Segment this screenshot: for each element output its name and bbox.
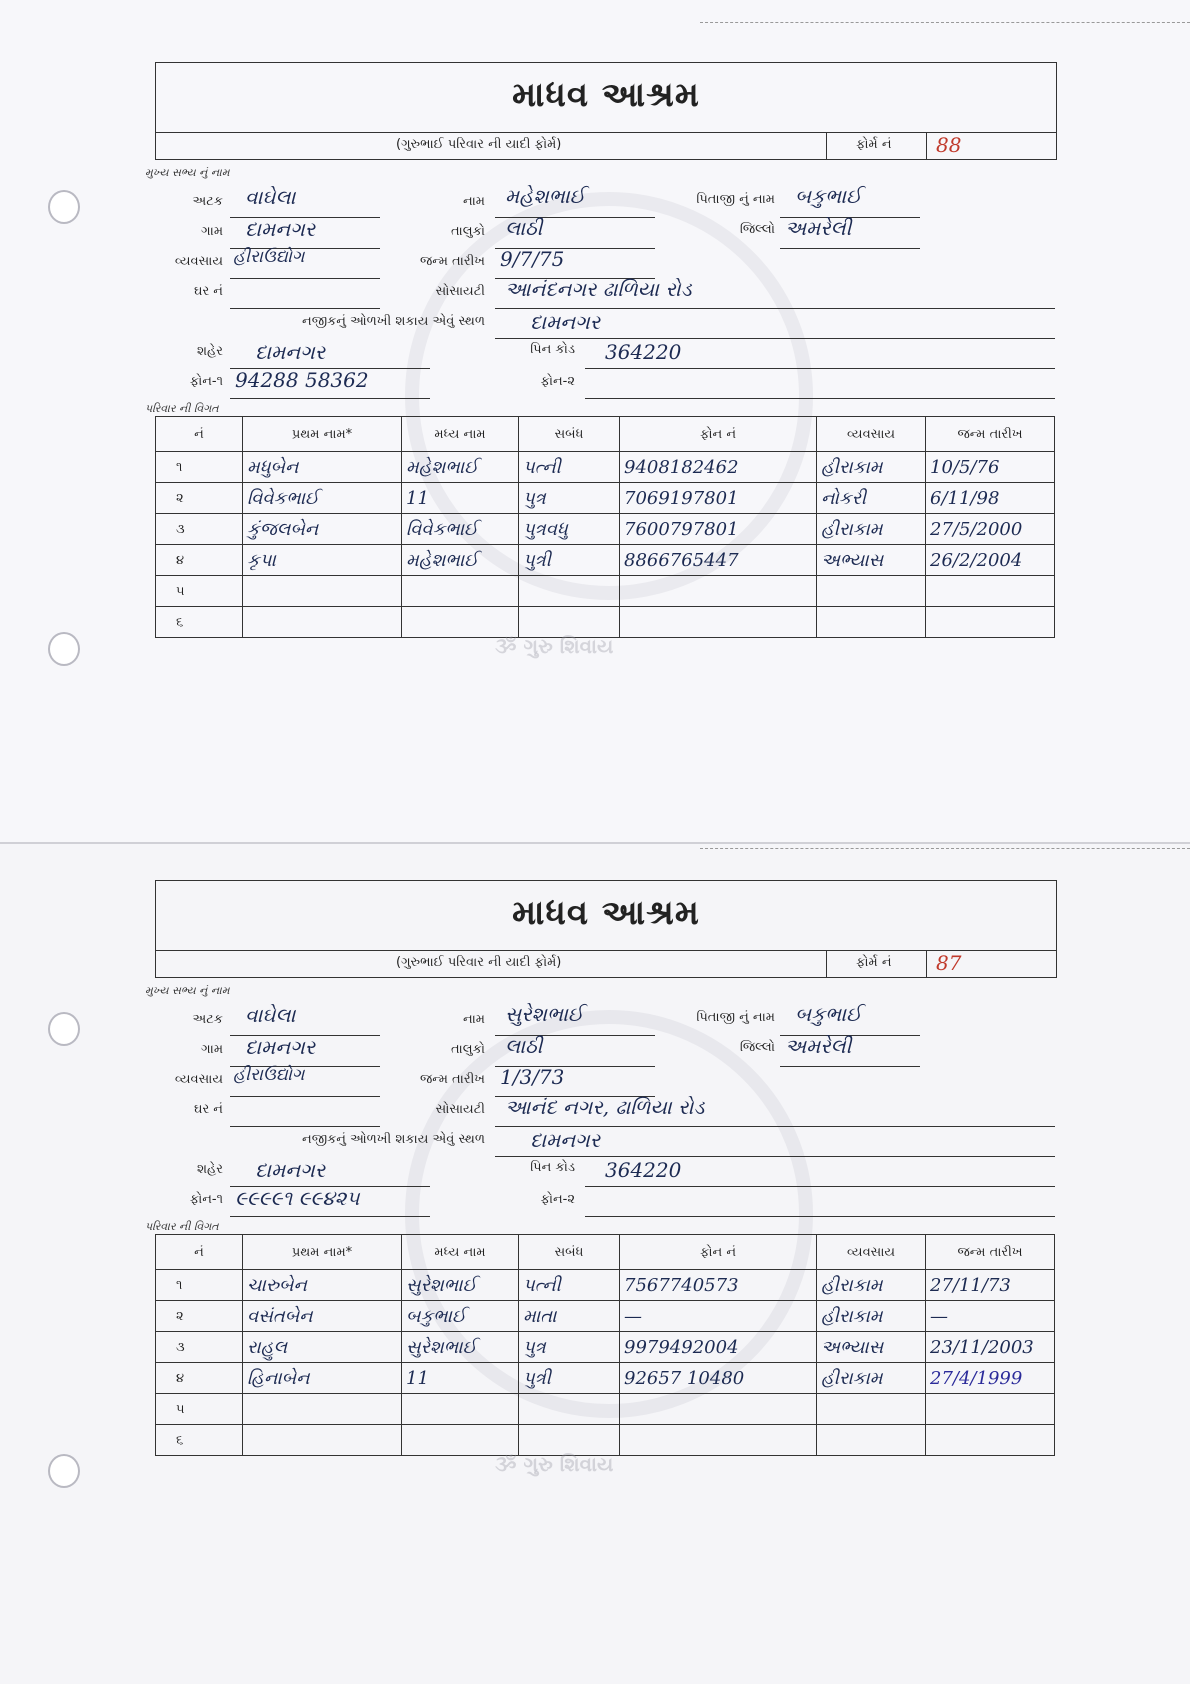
col-header: સબંધ [519,1235,620,1270]
form-number-label: ફોર્મ નં [856,955,892,970]
first-name-cell [243,1394,402,1425]
district-label: જિલ્લો [739,1040,775,1055]
dob-cell: 10/5/76 [926,452,1055,483]
table-row [156,514,1055,545]
first-name-cell [243,576,402,607]
phone-cell [620,607,817,638]
table-row [156,1363,1055,1394]
landmark-label: નજીકનું ઓળખી શકાય એવું સ્થળ [302,1132,485,1147]
ashram-form-1 [145,62,1055,702]
punch-hole [48,1454,80,1488]
col-header: પ્રથમ નામ* [243,417,402,452]
middle-name-cell: મહેશભાઈ [402,452,519,483]
middle-name-cell: 11 [402,1363,519,1394]
phone-cell: 9979492004 [620,1332,817,1363]
table-row [156,452,1055,483]
relation-cell: માતા [519,1301,620,1332]
col-header: પ્રથમ નામ* [243,1235,402,1270]
phone1-label: ફોન-૧ [189,1192,223,1207]
middle-name-cell: બકુભાઈ [402,1301,519,1332]
society-value: આનંદનગર ઢાળિયા રોડ [505,277,692,301]
surname-label: અટક [192,1012,223,1027]
dob-cell: 27/5/2000 [926,514,1055,545]
field-line [230,308,380,309]
head-member-section-label: મુખ્ય સભ્ય નું નામ [145,166,230,179]
first-name-cell: કુંજલબેન [243,514,402,545]
dashed-cut-line [700,22,1190,23]
table-row [156,1425,1055,1456]
form-title: માધવ આશ્રમ [512,893,700,933]
phone1-label: ફોન-૧ [189,374,223,389]
dob-cell [926,1394,1055,1425]
field-line [780,1066,920,1067]
middle-name-cell [402,607,519,638]
landmark-value: દામનગર [530,1128,601,1152]
field-line [585,1216,1055,1217]
row-number: ૫ [156,576,243,607]
middle-name-cell: સુરેશભાઈ [402,1332,519,1363]
relation-cell: પુત્ર [519,483,620,514]
table-row [156,576,1055,607]
first-name-cell: રાહુલ [243,1332,402,1363]
middle-name-cell: 11 [402,483,519,514]
phone1-value: 94288 58362 [235,368,369,392]
relation-cell [519,1394,620,1425]
field-line [230,398,430,399]
occupation-cell: નોકરી [817,483,926,514]
village-value: દામનગર [245,217,316,241]
phone-cell [620,1394,817,1425]
occupation-cell [817,607,926,638]
name-label: નામ [462,1012,485,1027]
field-line [495,338,1055,339]
name-value: મહેશભાઈ [505,184,586,208]
society-value: આનંદ નગર, ઢાળિયા રોડ [505,1095,705,1119]
occupation-cell: હીરાકામ [817,452,926,483]
head-member-section-label: મુખ્ય સભ્ય નું નામ [145,984,230,997]
dob-cell: 27/4/1999 [926,1363,1055,1394]
table-row [156,1332,1055,1363]
pincode-value: 364220 [605,340,682,364]
relation-cell: પત્ની [519,1270,620,1301]
family-table [155,1234,1055,1456]
dob-cell [926,607,1055,638]
relation-cell: પુત્રી [519,1363,620,1394]
first-name-cell: કૃપા [243,545,402,576]
occupation-value: હીરાઉદ્યોગ [233,247,305,267]
name-label: નામ [462,194,485,209]
middle-name-cell: સુરેશભાઈ [402,1270,519,1301]
row-number: ૩ [156,514,243,545]
dob-cell: 6/11/98 [926,483,1055,514]
form-number-value: 87 [936,951,962,975]
landmark-value: દામનગર [530,310,601,334]
table-header-row [156,1235,1055,1270]
phone2-label: ફોન-૨ [540,1192,575,1207]
district-value: અમરેલી [785,216,852,240]
col-header: નં [156,1235,243,1270]
first-name-cell: ચારુબેન [243,1270,402,1301]
dob-cell [926,576,1055,607]
city-value: દામનગર [255,1158,326,1182]
father-value: બકુભાઈ [795,184,862,208]
phone-cell: 9408182462 [620,452,817,483]
relation-cell: પુત્રી [519,545,620,576]
city-label: શહેર [197,344,223,359]
occupation-cell: હીરાકામ [817,514,926,545]
phone2-label: ફોન-૨ [540,374,575,389]
relation-cell: પુત્રવધુ [519,514,620,545]
phone1-value: ૯૯૯૯૧ ૯૯૪૨૫ [235,1186,360,1210]
dob-value: 1/3/73 [500,1065,565,1089]
taluka-label: તાલુકો [450,1042,485,1057]
row-number: ૩ [156,1332,243,1363]
phone-cell: 7567740573 [620,1270,817,1301]
relation-cell [519,1425,620,1456]
divider [826,951,827,977]
field-line [780,248,920,249]
middle-name-cell [402,576,519,607]
row-number: ૧ [156,1270,243,1301]
table-row [156,1301,1055,1332]
family-section-label: પરિવાર ની વિગત [145,1220,219,1233]
field-line [230,1096,380,1097]
family-section-label: પરિવાર ની વિગત [145,402,219,415]
relation-cell: પુત્ર [519,1332,620,1363]
village-label: ગામ [201,1042,223,1057]
divider [826,133,827,159]
field-line [495,1156,1055,1157]
field-line [585,1186,1055,1187]
sheet-edge [0,842,1190,844]
occupation-cell [817,1425,926,1456]
row-number: ૫ [156,1394,243,1425]
middle-name-cell [402,1394,519,1425]
taluka-label: તાલુકો [450,224,485,239]
city-label: શહેર [197,1162,223,1177]
title-box [155,62,1057,133]
form-subtitle: (ગુરુભાઈ પરિવાર ની યાદી ફોર્મ) [396,137,562,152]
landmark-label: નજીકનું ઓળખી શકાય એવું સ્થળ [302,314,485,329]
divider [926,133,927,159]
dob-value: 9/7/75 [500,247,565,271]
row-number: ૨ [156,483,243,514]
occupation-cell: હીરાકામ [817,1363,926,1394]
dob-cell [926,1425,1055,1456]
society-label: સોસાયટી [435,1102,485,1117]
dob-cell: — [926,1301,1055,1332]
dob-label: જન્મ તારીખ [419,254,485,269]
dob-label: જન્મ તારીખ [419,1072,485,1087]
punch-hole [48,1012,80,1046]
father-label: પિતાજી નું નામ [696,1010,775,1025]
taluka-value: લાઠી [505,216,543,240]
pincode-label: પિન કોડ [530,1160,575,1175]
first-name-cell [243,1425,402,1456]
table-row [156,1394,1055,1425]
phone-cell: 92657 10480 [620,1363,817,1394]
col-header: જન્મ તારીખ [926,1235,1055,1270]
occupation-label: વ્યવસાય [174,254,223,269]
surname-value: વાઘેલા [245,185,296,209]
middle-name-cell [402,1425,519,1456]
father-label: પિતાજી નું નામ [696,192,775,207]
relation-cell [519,576,620,607]
first-name-cell [243,607,402,638]
row-number: ૪ [156,545,243,576]
subtitle-row [155,132,1057,160]
watermark-text: ૐ ગુરુ શિવાય [495,634,614,658]
surname-label: અટક [192,194,223,209]
phone-cell: 7600797801 [620,514,817,545]
occupation-cell: હીરાકામ [817,1301,926,1332]
phone-cell [620,576,817,607]
col-header: મધ્ય નામ [402,1235,519,1270]
table-row [156,607,1055,638]
field-line [585,398,1055,399]
occupation-cell [817,1394,926,1425]
phone-cell: 8866765447 [620,545,817,576]
occupation-value: હીરાઉદ્યોગ [233,1065,305,1085]
table-row [156,545,1055,576]
first-name-cell: વિવેકભાઈ [243,483,402,514]
form-number-value: 88 [936,133,962,157]
table-row [156,1270,1055,1301]
city-value: દામનગર [255,340,326,364]
table-header-row [156,417,1055,452]
pincode-value: 364220 [605,1158,682,1182]
col-header: વ્યવસાય [817,417,926,452]
form-number-label: ફોર્મ નં [856,137,892,152]
table-row [156,483,1055,514]
house-no-label: ઘર નં [193,1102,223,1117]
row-number: ૪ [156,1363,243,1394]
field-line [230,1126,380,1127]
occupation-cell [817,576,926,607]
phone-cell: — [620,1301,817,1332]
relation-cell [519,607,620,638]
col-header: જન્મ તારીખ [926,417,1055,452]
dob-cell: 27/11/73 [926,1270,1055,1301]
title-box [155,880,1057,951]
col-header: વ્યવસાય [817,1235,926,1270]
divider [926,951,927,977]
row-number: ૧ [156,452,243,483]
col-header: સબંધ [519,417,620,452]
dob-cell: 26/2/2004 [926,545,1055,576]
row-number: ૬ [156,1425,243,1456]
middle-name-cell: વિવેકભાઈ [402,514,519,545]
district-label: જિલ્લો [739,222,775,237]
village-value: દામનગર [245,1035,316,1059]
ashram-form-2 [145,880,1055,1520]
family-table [155,416,1055,638]
first-name-cell: વસંતબેન [243,1301,402,1332]
pincode-label: પિન કોડ [530,342,575,357]
punch-hole [48,190,80,224]
surname-value: વાઘેલા [245,1003,296,1027]
row-number: ૬ [156,607,243,638]
occupation-cell: અભ્યાસ [817,1332,926,1363]
dashed-cut-line [700,848,1190,849]
father-value: બકુભાઈ [795,1002,862,1026]
name-value: સુરેશભાઈ [505,1002,584,1026]
subtitle-row [155,950,1057,978]
taluka-value: લાઠી [505,1034,543,1058]
col-header: ફોન નં [620,417,817,452]
relation-cell: પત્ની [519,452,620,483]
occupation-cell: અભ્યાસ [817,545,926,576]
field-line [230,1216,430,1217]
form-subtitle: (ગુરુભાઈ પરિવાર ની યાદી ફોર્મ) [396,955,562,970]
phone-cell [620,1425,817,1456]
form-title: માધવ આશ્રમ [512,75,700,115]
village-label: ગામ [201,224,223,239]
first-name-cell: મધુબેન [243,452,402,483]
society-label: સોસાયટી [435,284,485,299]
first-name-cell: હિનાબેન [243,1363,402,1394]
watermark-text: ૐ ગુરુ શિવાય [495,1452,614,1476]
field-line [585,368,1055,369]
middle-name-cell: મહેશભાઈ [402,545,519,576]
col-header: ફોન નં [620,1235,817,1270]
phone-cell: 7069197801 [620,483,817,514]
district-value: અમરેલી [785,1034,852,1058]
field-line [495,308,1055,309]
row-number: ૨ [156,1301,243,1332]
field-line [495,1126,1055,1127]
punch-hole [48,632,80,666]
col-header: નં [156,417,243,452]
house-no-label: ઘર નં [193,284,223,299]
dob-cell: 23/11/2003 [926,1332,1055,1363]
occupation-cell: હીરાકામ [817,1270,926,1301]
col-header: મધ્ય નામ [402,417,519,452]
occupation-label: વ્યવસાય [174,1072,223,1087]
field-line [230,278,380,279]
